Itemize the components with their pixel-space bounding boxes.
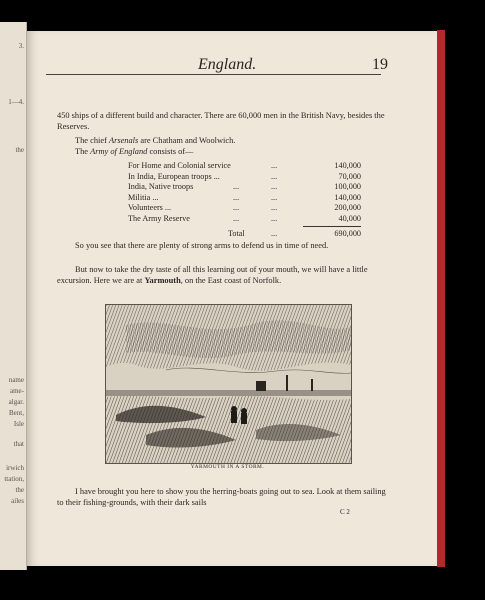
row-dots: ... — [233, 182, 240, 191]
row-dots: ... — [233, 192, 240, 202]
paragraph — [57, 135, 389, 146]
total-label: Total — [228, 229, 245, 238]
emphasis-text: Arsenals — [108, 136, 139, 145]
left-page-fragment: Bent, — [9, 409, 24, 417]
row-value: 70,000 — [338, 171, 361, 181]
row-label: For Home and Colonial service — [128, 161, 231, 170]
row-dots: ... — [271, 213, 278, 223]
emphasis-text: Army of England — [90, 147, 148, 156]
row-dots: ... — [271, 192, 278, 202]
paragraph — [57, 486, 389, 508]
paragraph — [57, 240, 389, 251]
left-page-fragment: Isle — [13, 420, 24, 428]
storm-scene-engraving — [106, 305, 351, 463]
running-header — [46, 54, 388, 75]
left-page-fragment: the — [15, 146, 24, 154]
left-page-fragment: 3. — [18, 42, 24, 50]
row-value: 140,000 — [334, 192, 361, 202]
row-label: India, Native troops — [128, 182, 194, 191]
army-table — [128, 161, 368, 240]
page-title: England. — [198, 56, 257, 73]
row-dots: ... — [271, 182, 278, 191]
left-page-fragment: the — [15, 486, 24, 494]
row-dots: ... — [271, 171, 278, 181]
table-row — [128, 161, 368, 172]
left-page-fragment: that — [13, 440, 24, 448]
row-value: 140,000 — [334, 161, 361, 170]
left-page-fragment: ailes — [11, 497, 24, 505]
left-page-fragment: algar. — [8, 398, 24, 406]
row-dots: ... — [271, 161, 278, 170]
total-rule — [303, 226, 361, 227]
row-dots: ... — [233, 203, 240, 212]
row-label: In India, European troops ... — [128, 171, 220, 181]
table-row — [128, 172, 368, 183]
table-row — [128, 193, 368, 204]
row-dots: ... — [271, 229, 278, 238]
row-value: 200,000 — [334, 203, 361, 212]
red-cover-edge — [437, 30, 445, 567]
row-value: 100,000 — [334, 182, 361, 191]
row-dots: ... — [271, 203, 278, 212]
left-page-edge — [0, 22, 27, 570]
row-label: The Army Reserve — [128, 213, 190, 223]
paragraph-text: So you see that there are plenty of strong arms to defend us in time of need. — [75, 241, 329, 250]
row-label: Militia ... — [128, 192, 159, 202]
total-row — [128, 229, 368, 240]
left-page-fragment: irwich — [6, 464, 24, 472]
illustration-caption: YARMOUTH IN A STORM. — [190, 464, 265, 470]
signature-mark: C 2 — [340, 508, 350, 516]
engraving-illustration — [105, 304, 352, 464]
left-page-fragment: name — [8, 376, 24, 384]
paragraph-text: I have brought you here to show you the herring-boats going out to sea. Look at them sailing to their fishing-grounds, with their dark sails — [57, 487, 386, 507]
paragraph-text: consists of— — [147, 147, 194, 156]
table-row — [128, 214, 368, 225]
left-page-fragment: 1—4. — [8, 98, 24, 106]
row-dots: ... — [233, 213, 240, 223]
left-page-fragment: ttation, — [4, 475, 24, 483]
paragraph-text: The chief — [75, 136, 109, 145]
left-page-fragment: ame- — [10, 387, 24, 395]
paragraph-text: But now to take the dry taste of all this learning out of your mouth, we will have a little excursion. Here we are at — [57, 265, 368, 285]
paragraph-text: 450 ships of a different build and character. There are 60,000 men in the British Navy, besides the Reserves. — [57, 111, 385, 131]
paragraph-text: The — [75, 147, 91, 156]
paragraph — [57, 110, 389, 132]
total-value: 690,000 — [334, 229, 361, 238]
paragraph-text: are Chatham and Woolwich. — [138, 136, 236, 145]
table-row — [128, 203, 368, 214]
row-value: 40,000 — [338, 213, 361, 223]
paragraph — [57, 264, 389, 286]
paragraph — [57, 146, 389, 157]
paragraph-text: , on the East coast of Norfolk. — [180, 276, 282, 285]
table-row — [128, 182, 368, 193]
page-number: 19 — [372, 56, 388, 73]
emphasis-text: Yarmouth — [144, 276, 181, 285]
row-label: Volunteers ... — [128, 203, 172, 212]
